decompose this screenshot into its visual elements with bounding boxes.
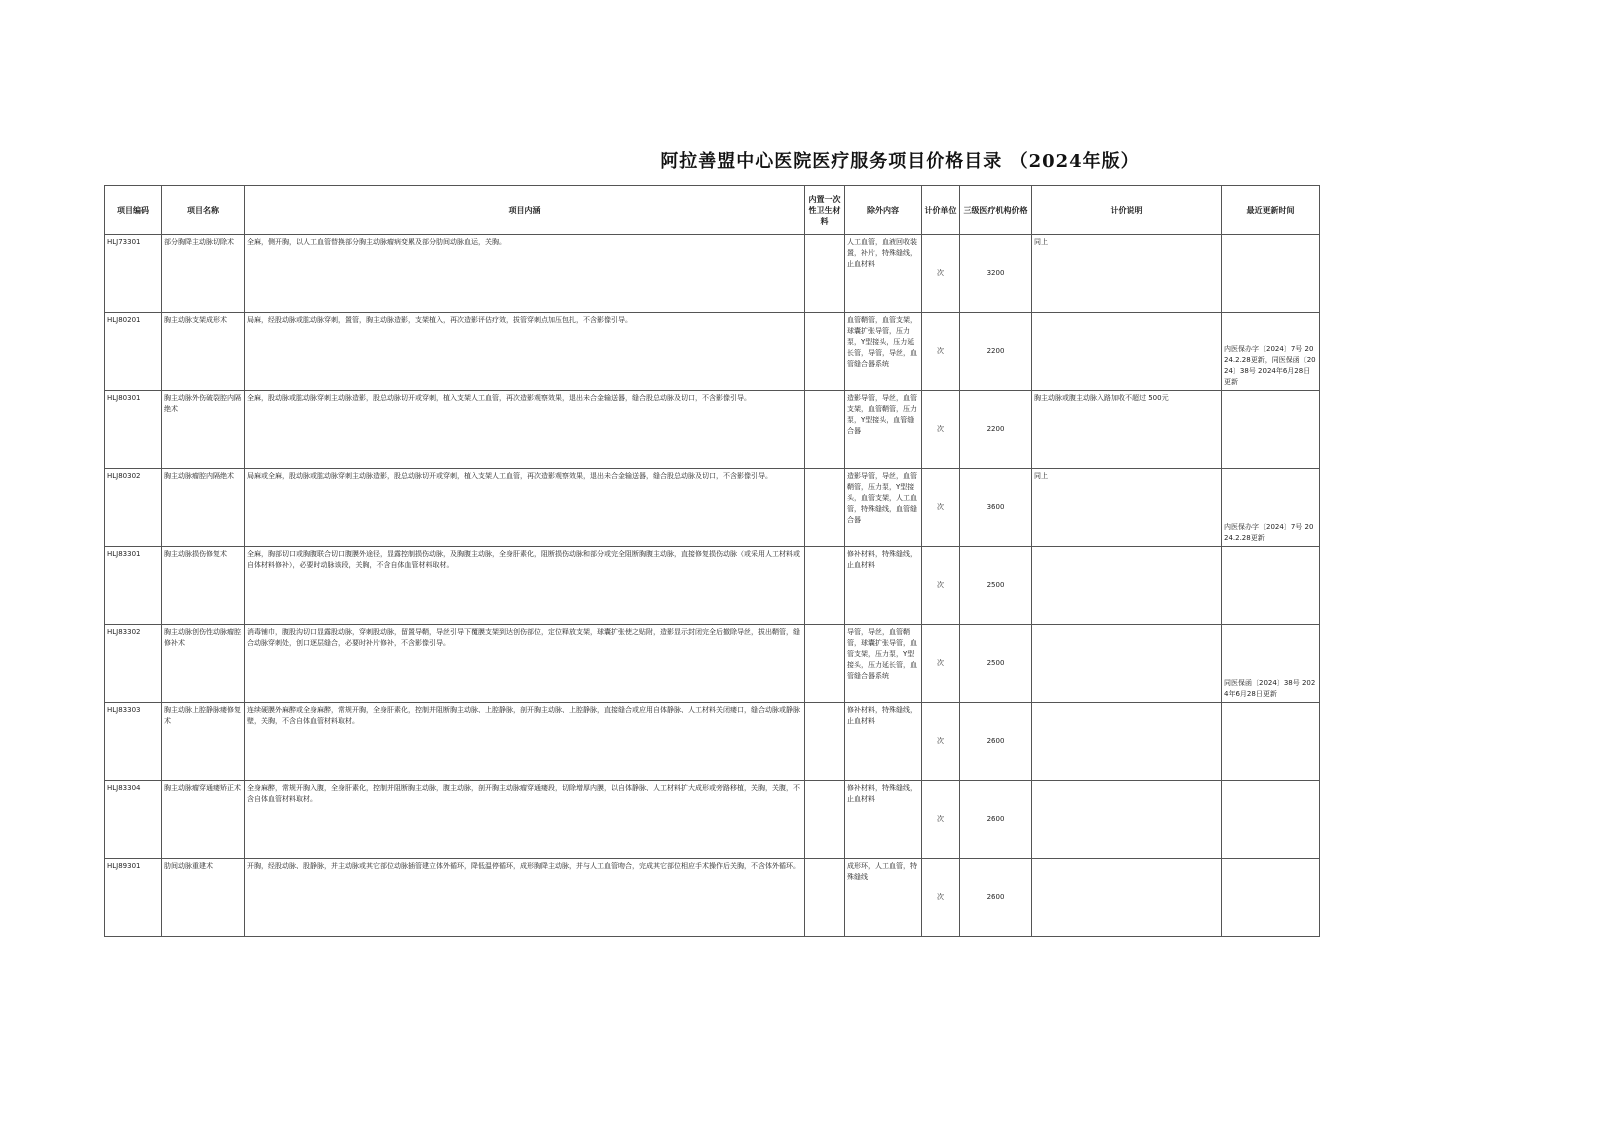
cell-unit: 次	[922, 391, 960, 469]
cell-price: 3600	[960, 469, 1032, 547]
cell-material	[805, 625, 845, 703]
cell-note: 胸主动脉或腹主动脉入路加收不超过 500元	[1032, 391, 1222, 469]
cell-material	[805, 235, 845, 313]
cell-updated	[1222, 781, 1320, 859]
cell-note	[1032, 703, 1222, 781]
cell-material	[805, 703, 845, 781]
cell-excluded: 导管，导丝，血管鞘管，球囊扩张导管，血管支架，压力泵，Y型接头，压力延长管，血管缝合器系统	[845, 625, 922, 703]
cell-note: 同上	[1032, 469, 1222, 547]
cell-name: 胸主动脉瘤穿通瘘矫正术	[162, 781, 245, 859]
table-row	[105, 313, 1320, 391]
cell-code: HLJ80301	[105, 391, 162, 469]
cell-updated: 同医保函〔2024〕38号 2024年6月28日更新	[1222, 625, 1320, 703]
cell-code: HLJ83302	[105, 625, 162, 703]
cell-excluded: 修补材料，特殊缝线，止血材料	[845, 781, 922, 859]
cell-updated	[1222, 703, 1320, 781]
cell-note	[1032, 313, 1222, 391]
col-header-name: 项目名称	[162, 186, 245, 235]
cell-code: HLJ83303	[105, 703, 162, 781]
cell-name: 胸主动脉支架成形术	[162, 313, 245, 391]
col-header-note: 计价说明	[1032, 186, 1222, 235]
col-header-content: 项目内涵	[245, 186, 805, 235]
cell-material	[805, 313, 845, 391]
cell-unit: 次	[922, 547, 960, 625]
cell-name: 肋间动脉重建术	[162, 859, 245, 937]
cell-note: 同上	[1032, 235, 1222, 313]
cell-name: 胸主动脉创伤性动脉瘤腔修补术	[162, 625, 245, 703]
cell-price: 2200	[960, 313, 1032, 391]
cell-updated	[1222, 391, 1320, 469]
cell-price: 2600	[960, 703, 1032, 781]
cell-code: HLJ83304	[105, 781, 162, 859]
col-header-price: 三级医疗机构价格	[960, 186, 1032, 235]
cell-updated	[1222, 859, 1320, 937]
cell-unit: 次	[922, 703, 960, 781]
table-row	[105, 859, 1320, 937]
cell-excluded: 造影导管，导丝，血管支架，血管鞘管，压力泵，Y型接头，血管缝合器	[845, 391, 922, 469]
col-header-excluded: 除外内容	[845, 186, 922, 235]
cell-name: 胸主动脉瘤腔内隔绝术	[162, 469, 245, 547]
col-header-material: 内置一次性卫生材料	[805, 186, 845, 235]
cell-name: 胸主动脉外伤破裂腔内隔绝术	[162, 391, 245, 469]
cell-updated	[1222, 235, 1320, 313]
cell-content: 全麻，侧开胸，以人工血管替换部分胸主动脉瘤病变累及部分肋间动脉血运，关胸。	[245, 235, 805, 313]
col-header-unit: 计价单位	[922, 186, 960, 235]
table-row	[105, 235, 1320, 313]
cell-excluded: 成形环，人工血管，特殊缝线	[845, 859, 922, 937]
cell-material	[805, 859, 845, 937]
cell-unit: 次	[922, 781, 960, 859]
cell-code: HLJ80302	[105, 469, 162, 547]
page-title: 阿拉善盟中心医院医疗服务项目价格目录 （2024年版）	[660, 151, 1140, 172]
cell-excluded: 人工血管，血液回收装置，补片，特殊缝线，止血材料	[845, 235, 922, 313]
cell-note	[1032, 625, 1222, 703]
cell-unit: 次	[922, 313, 960, 391]
cell-name: 胸主动脉损伤修复术	[162, 547, 245, 625]
cell-content: 全麻，胸部切口或胸腹联合切口腹膜外途径，显露控制损伤动脉，及胸腹主动脉，全身肝素化，阻断损伤动脉和部分或完全阻断胸腹主动脉，直接修复损伤动脉（或采用人工材料或自体材料修补），必要时动脉该段，关胸，不含自体血管材料取材。	[245, 547, 805, 625]
cell-content: 局麻，经股动脉或肱动脉穿刺，置管，胸主动脉造影，支架植入，再次造影评估疗效，拔管穿刺点加压包扎，不含影像引导。	[245, 313, 805, 391]
cell-note	[1032, 859, 1222, 937]
cell-name: 部分胸降主动脉切除术	[162, 235, 245, 313]
cell-price: 3200	[960, 235, 1032, 313]
cell-material	[805, 391, 845, 469]
cell-code: HLJ73301	[105, 235, 162, 313]
table-row	[105, 391, 1320, 469]
cell-note	[1032, 781, 1222, 859]
header-row	[105, 186, 1320, 235]
cell-unit: 次	[922, 469, 960, 547]
col-header-updated: 最近更新时间	[1222, 186, 1320, 235]
col-header-code: 项目编码	[105, 186, 162, 235]
cell-content: 连续硬膜外麻醉或全身麻醉，常规开胸，全身肝素化，控制并阻断胸主动脉、上腔静脉，剖开胸主动脉、上腔静脉，直接缝合或应用自体静脉、人工材料关闭瘘口，缝合动脉或静脉壁，关胸，不含自体血管材料取材。	[245, 703, 805, 781]
cell-content: 开胸，经股动脉、股静脉，并主动脉或其它部位动脉插管建立体外循环，降低温停循环，成形胸降主动脉，并与人工血管吻合，完成其它部位相应手术操作后关胸，不含体外循环。	[245, 859, 805, 937]
cell-price: 2500	[960, 547, 1032, 625]
cell-updated: 内医保办字〔2024〕7号 2024.2.28更新	[1222, 469, 1320, 547]
cell-price: 2600	[960, 859, 1032, 937]
cell-price: 2500	[960, 625, 1032, 703]
cell-content: 全麻，股动脉或肱动脉穿刺主动脉造影，股总动脉切开或穿刺，植入支架人工血管，再次造影观察效果，退出未合金输送器，缝合股总动脉及切口，不含影像引导。	[245, 391, 805, 469]
cell-content: 局麻或全麻，股动脉或肱动脉穿刺主动脉造影，股总动脉切开或穿刺，植入支架人工血管，再次造影观察效果，退出未合金输送器，缝合股总动脉及切口，不含影像引导。	[245, 469, 805, 547]
cell-material	[805, 547, 845, 625]
cell-excluded: 修补材料，特殊缝线，止血材料	[845, 703, 922, 781]
cell-unit: 次	[922, 235, 960, 313]
table-row	[105, 469, 1320, 547]
cell-unit: 次	[922, 625, 960, 703]
table-row	[105, 625, 1320, 703]
cell-content: 全身麻醉，常规开胸入腹，全身肝素化，控制并阻断胸主动脉，腹主动脉，剖开胸主动脉瘤穿通瘘段，切除增厚内膜，以自体静脉、人工材料扩大成形或旁路移植，关胸，关腹，不含自体血管材料取材。	[245, 781, 805, 859]
table-row	[105, 703, 1320, 781]
cell-code: HLJ89301	[105, 859, 162, 937]
cell-note	[1032, 547, 1222, 625]
cell-unit: 次	[922, 859, 960, 937]
cell-updated: 内医保办字〔2024〕7号 2024.2.28更新，同医保函〔2024〕38号 2024年6月28日更新	[1222, 313, 1320, 391]
table-row	[105, 547, 1320, 625]
cell-code: HLJ80201	[105, 313, 162, 391]
price-table	[104, 185, 1320, 937]
cell-name: 胸主动脉上腔静脉瘘修复术	[162, 703, 245, 781]
cell-price: 2600	[960, 781, 1032, 859]
cell-material	[805, 781, 845, 859]
cell-material	[805, 469, 845, 547]
cell-price: 2200	[960, 391, 1032, 469]
cell-content: 消毒铺巾，腹股沟切口显露股动脉，穿刺股动脉，留置导鞘，导丝引导下覆膜支架到达创伤部位，定位释放支架，球囊扩张使之贴附，造影显示封闭完全后撤除导丝，拔出鞘管，缝合动脉穿刺处，创口逐层缝合，必要时补片修补，不含影像引导。	[245, 625, 805, 703]
cell-updated	[1222, 547, 1320, 625]
cell-code: HLJ83301	[105, 547, 162, 625]
cell-excluded: 修补材料，特殊缝线，止血材料	[845, 547, 922, 625]
cell-excluded: 造影导管，导丝，血管鞘管，压力泵，Y型接头，血管支架，人工血管，特殊缝线，血管缝合器	[845, 469, 922, 547]
cell-excluded: 血管鞘管，血管支架，球囊扩张导管，压力泵，Y型接头，压力延长管，导管，导丝，血管缝合器系统	[845, 313, 922, 391]
table-row	[105, 781, 1320, 859]
